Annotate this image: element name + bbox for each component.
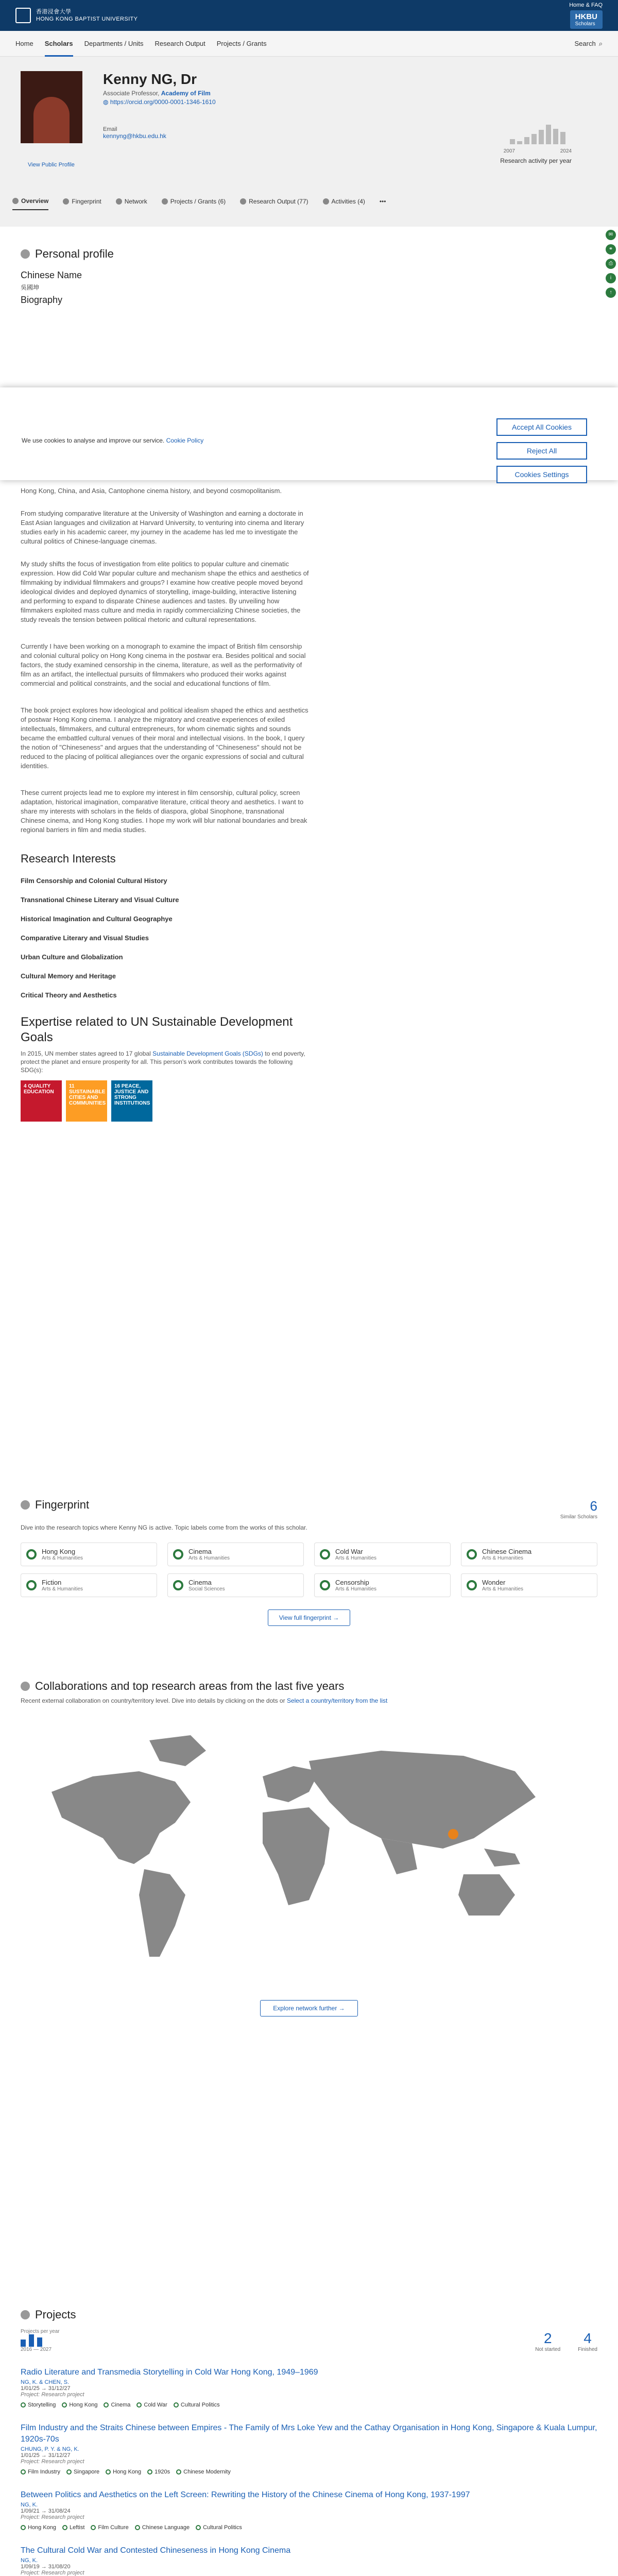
fingerprint-card[interactable]: Censorship Arts & Humanities [314,1573,451,1597]
university-logo[interactable] [15,8,138,23]
bio-paragraph: The book project explores how ideological and political idealism shaped the ethics and aesthetics of postwar Hong Kong cinema. I analyze the migratory and creative experiences of exiled intellectuals, filmmakers, and cultural entrepreneurs, for whom cinematic sights and sounds became the embattled cultural venues of their moral and intellectual visions. In the book, I query the notion of "Chineseness" and argues that the understanding of "Chineseness" should not be reduced to the placing of political allegiances over the organic expressions of social and cultural identities. [21,706,308,770]
tab-fingerprint[interactable]: Fingerprint [63,193,101,210]
profile-header [0,57,618,227]
activity-start-year: 2007 [503,148,515,154]
sdg-badges [21,1080,309,1122]
scholars-brand[interactable]: HKBU Scholars [570,10,603,29]
tag[interactable]: Hong Kong [106,2469,141,2475]
tag[interactable]: Cultural Politics [174,2402,220,2408]
fingerprint-card[interactable]: Hong Kong Arts & Humanities [21,1543,157,1566]
output-icon [240,198,246,205]
info-icon[interactable]: i [606,273,616,283]
bio-paragraph: My study shifts the focus of investigation from elite politics to popular culture and cinematic expression. How did Cold War popular culture and mechanism shape the ethics and aesthetics of filmmaking by individual filmmakers and groups? I examine how creative people moved beyond ideological divides and deployed dynamics of storytelling, image-building, interactive listening and performing to expand to disparate Chinese audiences and tastes. By unveiling how filmmakers exploited mass culture and media in rapidly commercializing Chinese societies, the study reveals the tension between political rhetoric and cultural representations. [21,560,309,623]
fingerprint-card[interactable]: Cinema Social Sciences [167,1573,304,1597]
similar-scholars[interactable]: 6 Similar Scholars [560,1498,597,1520]
research-interest-item: Critical Theory and Aesthetics [21,991,117,999]
sdg-heading: Expertise related to UN Sustainable Development Goals [21,1015,293,1044]
tab-network[interactable]: Network [116,193,147,210]
research-interest-item: Transnational Chinese Literary and Visual Culture [21,896,179,904]
network-icon [116,198,122,205]
tag[interactable]: Storytelling [21,2402,56,2408]
tag[interactable]: Chinese Language [135,2524,190,2531]
fingerprint-description: Dive into the research topics where Kenny NG is active. Topic labels come from the works of this scholar. [21,1524,307,1531]
accept-cookies-button[interactable]: Accept All Cookies [496,418,587,436]
sdg-badge-16[interactable]: 16 PEACE, JUSTICE AND STRONG INSTITUTIONS [111,1080,152,1122]
research-interest-item: Film Censorship and Colonial Cultural History [21,877,167,885]
ring-icon [173,1580,183,1590]
stat-not-started[interactable]: 2 Not started [535,2330,561,2352]
activity-chart [510,118,572,144]
nav-research-output[interactable]: Research Output [154,39,205,47]
fingerprint-card[interactable]: Cinema Arts & Humanities [167,1543,304,1566]
fingerprint-heading: Fingerprint [21,1498,89,1512]
fingerprint-icon [21,1500,30,1510]
research-interest-item: Cultural Memory and Heritage [21,972,116,980]
activities-icon [323,198,329,205]
ring-icon [320,1580,330,1590]
search-icon: ⌕ [598,39,603,47]
tab-overview[interactable]: Overview [12,193,48,210]
fingerprint-card[interactable]: Wonder Arts & Humanities [461,1573,597,1597]
projects-per-year-label: Projects per year [21,2329,60,2334]
tab-activities[interactable]: Activities (4) [323,193,365,210]
dept-link[interactable]: Academy of Film [161,90,211,97]
activity-end-year: 2024 [560,148,572,154]
crest-icon [15,8,31,23]
ring-icon [173,1549,183,1560]
biography-heading: Biography [21,295,63,305]
research-interests-heading: Research Interests [21,852,116,865]
nav-search[interactable]: Search ⌕ [574,39,603,47]
nav-home[interactable]: Home [15,39,33,47]
site-header [0,0,618,31]
tag[interactable]: Hong Kong [62,2402,97,2408]
projects-icon [162,198,168,205]
ring-icon [26,1580,37,1590]
project-item: Film Industry and the Straits Chinese between Empires - The Family of Mrs Loke Yew and the Cathay Organisation in Hong Kong, Singapore & Kuala Lumpur, 1920s-70s CHUNG, P. Y. & NG, K. 1/01/25 → 31/12/27 Project: Research project Film Industry Singapore Hong Kong 1920s Chinese Modernity [21,2424,597,2475]
tag[interactable]: Cold War [136,2402,167,2408]
project-title[interactable]: The Cultural Cold War and Contested Chineseness in Hong Kong Cinema [21,2546,291,2555]
reject-cookies-button[interactable]: Reject All [496,442,587,460]
fingerprint-card[interactable]: Chinese Cinema Arts & Humanities [461,1543,597,1566]
email-icon[interactable]: ✉ [606,230,616,240]
project-title[interactable]: Film Industry and the Straits Chinese between Empires - The Family of Mrs Loke Yew and the Cathay Organisation in Hong Kong, Singapore & Kuala Lumpur, 1920s-70s [21,2424,597,2444]
projects-icon [21,2310,30,2319]
fingerprint-grid [21,1543,597,1597]
profile-icon [21,249,30,259]
projects-mini-chart [21,2334,60,2347]
nav-scholars[interactable]: Scholars [45,31,73,57]
explore-network-button[interactable]: Explore network further → [260,2000,358,2016]
tag[interactable]: Cultural Politics [196,2524,242,2531]
sdg-badge-4[interactable]: 4 QUALITY EDUCATION [21,1080,62,1122]
stat-finished[interactable]: 4 Finished [578,2330,597,2352]
world-map-svg [21,1720,597,1988]
bio-paragraph: These current projects lead me to explore my interest in film censorship, cultural policy, screen adaptation, historical imagination, comparative literature, critical theory and aesthetics. I want to share my interests with scholars in the fields of diaspora, global Sinophone, transnational Chinese cinema, and Hong Kong studies. I hope my work will blur national boundaries and break regional barriers in film and media studies. [21,789,307,834]
projects-heading: Projects [21,2308,597,2321]
ring-icon [467,1549,477,1560]
up-icon[interactable]: ↑ [606,287,616,298]
tab-research-output[interactable]: Research Output (77) [240,193,308,210]
nav-projects[interactable]: Projects / Grants [216,39,267,47]
chinese-name-label: Chinese Name [21,270,82,280]
overview-icon [12,198,19,204]
cookie-text: We use cookies to analyse and improve our service. Cookie Policy [22,437,204,444]
tag[interactable]: Singapore [66,2469,99,2475]
bio-paragraph: From studying comparative literature at the University of Washington and earning a doctorate in East Asian languages and civilization at Harvard University, to venturing into cinema and literary studies early in his academic career, my journey in the academe has led me to investigate the cultural politics of Chinese-language cinemas. [21,510,304,545]
activity-label: Research activity per year [500,157,572,164]
home-faq-link[interactable]: Home & FAQ [569,2,603,8]
univ-name-en: HONG KONG BAPTIST UNIVERSITY [36,16,138,22]
fingerprint-card[interactable]: Cold War Arts & Humanities [314,1543,451,1566]
scholar-role: Associate Professor, Academy of Film [103,90,211,97]
email-label: Email [103,126,117,132]
sdg-link[interactable]: Sustainable Development Goals (SDGs) [152,1050,263,1057]
cookie-banner [0,387,618,480]
tag[interactable]: Film Culture [91,2524,128,2531]
fingerprint-icon [63,198,69,205]
tag[interactable]: Hong Kong [21,2524,56,2531]
cookie-policy-link[interactable]: Cookie Policy [166,437,204,444]
tag[interactable]: 1920s [147,2469,170,2475]
profile-tabs [12,193,386,210]
research-interest-item: Comparative Literary and Visual Studies [21,934,149,942]
bio-paragraph: Currently I have been working on a monograph to examine the impact of British film censorship and colonial cultural policy on Hong Kong cinema in the postwar era. Besides political and social factors, the study examined censorship in the cinema, literature, as well as the performativity of film as an artifact, the intellectual pursuits of filmmakers who produced their works against commercial and political constraints, and the social and educational functions of film. [21,642,306,687]
link-icon[interactable]: ⚭ [606,244,616,255]
collab-heading: Collaborations and top research areas from the last five years [21,1680,597,1693]
ring-icon [320,1549,330,1560]
chinese-name-value: 吳國坤 [21,284,40,291]
ring-icon [467,1580,477,1590]
floating-share-bar [606,215,616,298]
research-interest-item: Urban Culture and Globalization [21,953,123,961]
tag[interactable]: Chinese Modernity [176,2469,231,2475]
profile-photo [21,71,82,143]
collab-description: Recent external collaboration on country/territory level. Dive into details by clicking on the dots or Select a country/territory from the list [21,1697,388,1704]
project-title[interactable]: Radio Literature and Transmedia Storytelling in Cold War Hong Kong, 1949–1969 [21,2368,318,2377]
world-map[interactable] [21,1720,597,1988]
bio-paragraph: Hong Kong, China, and Asia, Cantophone cinema history, and beyond cosmopolitanism. [21,487,282,495]
tag[interactable]: Leftist [62,2524,84,2531]
scholar-name: Kenny NG, Dr [103,71,197,87]
project-item: The Cultural Cold War and Contested Chineseness in Hong Kong Cinema NG, K. 1/09/19 → 31/08/20 Project: Research project [21,2545,597,2576]
tag[interactable]: Cinema [104,2402,130,2408]
ring-icon [26,1549,37,1560]
fingerprint-card[interactable]: Fiction Arts & Humanities [21,1573,157,1597]
sdg-badge-11[interactable]: 11 SUSTAINABLE CITIES AND COMMUNITIES [66,1080,107,1122]
cookie-settings-button[interactable]: Cookies Settings [496,466,587,483]
univ-name-cn: 香港浸會大學 [36,9,72,15]
project-item: Radio Literature and Transmedia Storytelling in Cold War Hong Kong, 1949–1969 NG, K. & CHEN, S. 1/01/25 → 31/12/27 Project: Research project Storytelling Hong Kong Cinema Cold War Cultural Politics [21,2367,597,2408]
email-link[interactable]: kennyng@hkbu.edu.hk [103,132,166,140]
research-interest-item: Historical Imagination and Cultural Geographye [21,915,173,923]
collab-dot-hong-kong[interactable] [448,1829,458,1839]
project-title[interactable]: Between Politics and Aesthetics on the Left Screen: Rewriting the History of the Chinese Cinema of Hong Kong, 1937-1997 [21,2490,470,2499]
orcid-icon: ◍ [103,98,109,106]
project-item: Between Politics and Aesthetics on the Left Screen: Rewriting the History of the Chinese Cinema of Hong Kong, 1937-1997 NG, K. 1/09/21 → 31/08/24 Project: Research project Hong Kong Leftist Film Culture Chinese Language Cultural Politics [21,2489,597,2531]
orcid-link[interactable]: ◍ https://orcid.org/0000-0001-1346-1610 [103,98,216,106]
tag[interactable]: Film Industry [21,2469,60,2475]
print-icon[interactable]: ⎙ [606,259,616,269]
tab-projects[interactable]: Projects / Grants (6) [162,193,226,210]
country-list-link[interactable]: Select a country/territory from the list [286,1697,388,1704]
nav-departments[interactable]: Departments / Units [84,39,144,47]
tab-more[interactable]: ••• [379,198,386,205]
view-fingerprint-button[interactable]: View full fingerprint → [268,1609,350,1626]
view-public-profile-link[interactable]: View Public Profile [28,162,75,168]
main-nav [0,31,618,57]
sdg-description: In 2015, UN member states agreed to 17 global Sustainable Development Goals (SDGs) to end poverty, protect the planet and ensure prosperity for all. This person's work contributes towards the following SDG(s): [21,1050,305,1074]
personal-profile-heading: Personal profile [21,247,597,261]
globe-icon [21,1682,30,1691]
